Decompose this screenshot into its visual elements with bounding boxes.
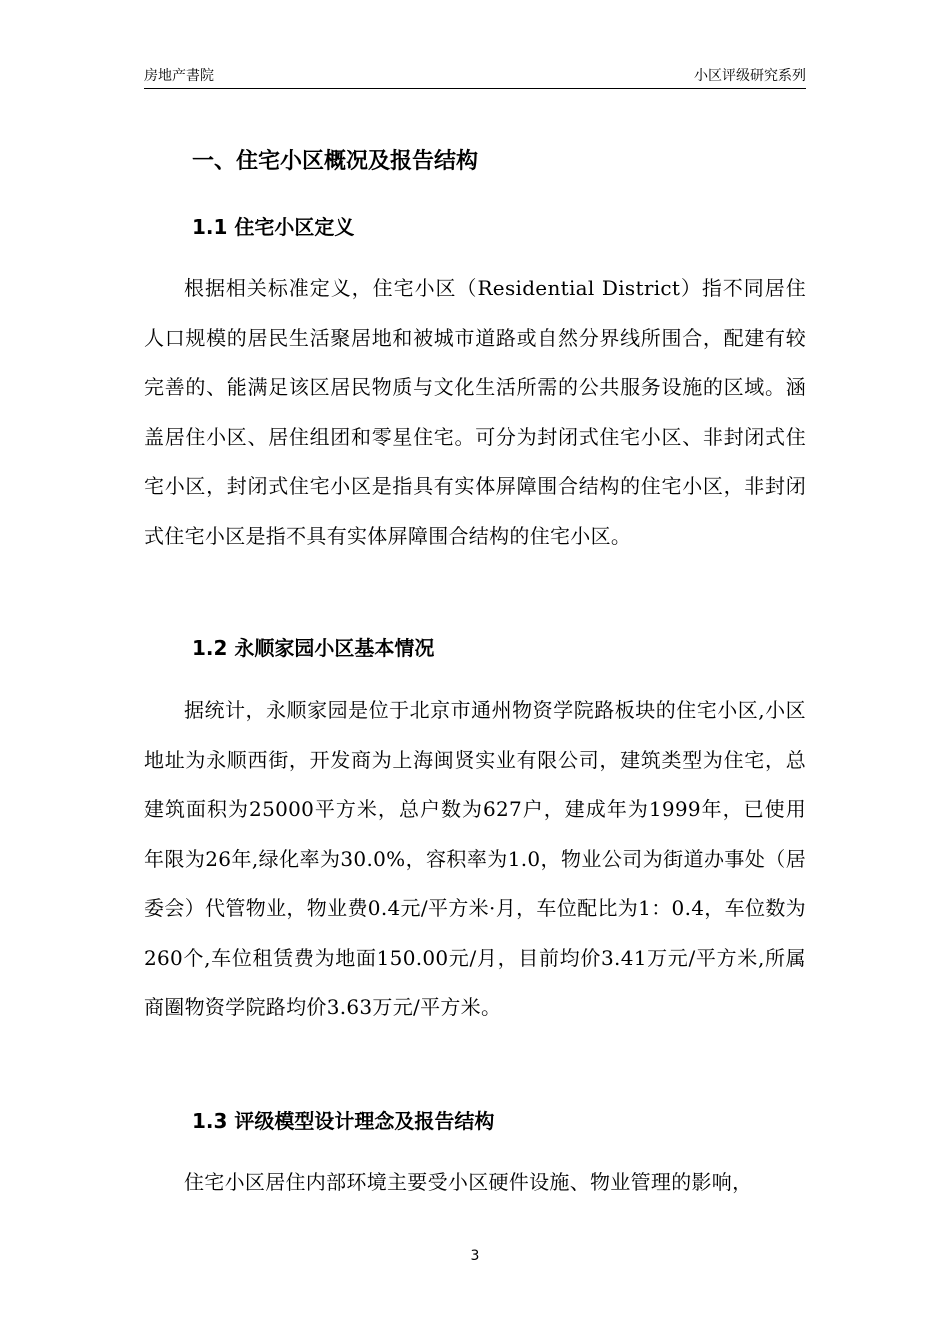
header-right-text: 小区评级研究系列 [694, 68, 806, 84]
page-number: 3 [470, 1248, 480, 1264]
section-heading-1-1: 1.1 住宅小区定义 [192, 215, 355, 239]
section-body-1-1: 根据相关标准定义，住宅小区（Residential District）指不同居住人口规模的居民生活聚居地和被城市道路或自然分界线所围合，配建有较完善的、能满足该区居民物质与文化生活所需的公共服务设施的区域。涵盖居住小区、居住组团和零星住宅。可分为封闭式住宅小区、非封闭式住宅小区，封闭式住宅小区是指具有实体屏障围合结构的住宅小区，非封闭式住宅小区是指不具有实体屏障围合结构的住宅小区。 [144, 276, 806, 548]
section-heading-1-3: 1.3 评级模型设计理念及报告结构 [192, 1109, 495, 1133]
chapter-title: 一、住宅小区概况及报告结构 [192, 149, 479, 174]
section-heading-1-2: 1.2 永顺家园小区基本情况 [192, 636, 435, 660]
header-left-text: 房地产書院 [144, 68, 214, 84]
section-body-1-2: 据统计，永顺家园是位于北京市通州物资学院路板块的住宅小区,小区地址为永顺西街，开发商为上海闽贤实业有限公司，建筑类型为住宅，总建筑面积为25000平方米，总户数为627户，建成年为1999年，已使用年限为26年,绿化率为30.0%，容积率为1.0，物业公司为街道办事处（居委会）代管物业，物业费0.4元/平方米·月，车位配比为1：0.4，车位数为260个,车位租赁费为地面150.00元/月，目前均价3.41万元/平方米,所属商圈物资学院路均价3.63万元/平方米。 [144, 698, 806, 1019]
section-body-1-3: 住宅小区居住内部环境主要受小区硬件设施、物业管理的影响， [184, 1170, 753, 1194]
page-header [144, 66, 806, 89]
